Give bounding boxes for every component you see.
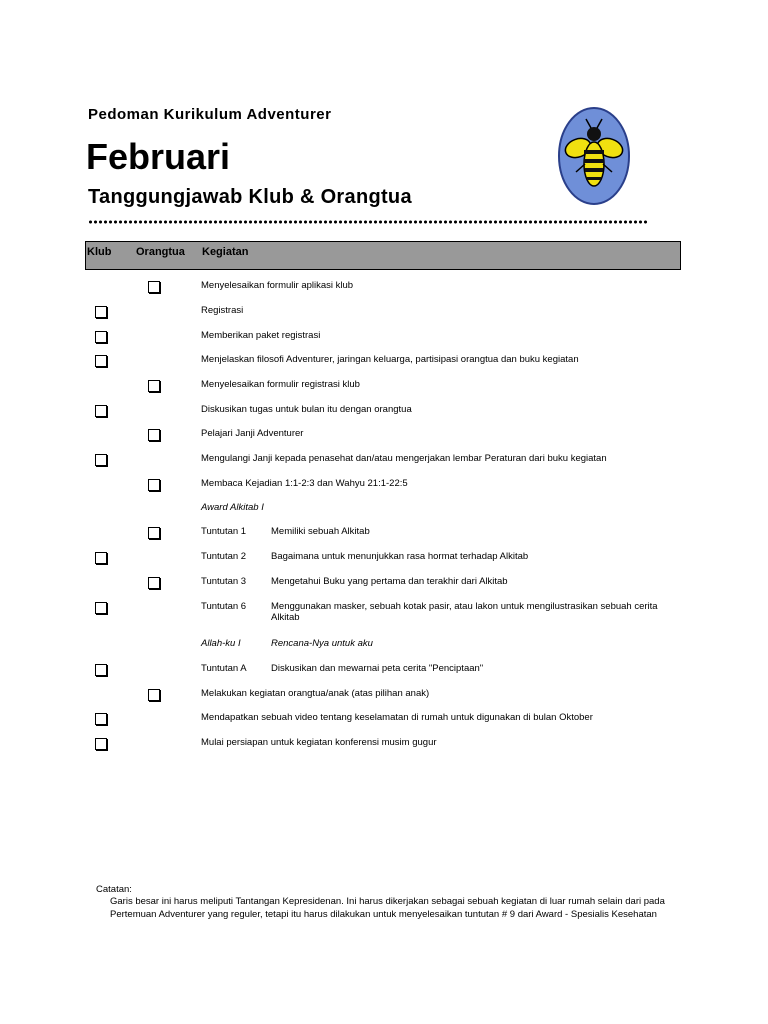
activity-code: Tuntutan 3 bbox=[201, 576, 247, 587]
klub-checkbox[interactable] bbox=[95, 664, 107, 676]
activity-text: Menggunakan masker, sebuah kotak pasir, atau lakon untuk mengilustrasikan sebuah cerita Alkitab bbox=[271, 601, 658, 623]
activity-text: Mulai persiapan untuk kegiatan konferensi musim gugur bbox=[201, 737, 437, 748]
klub-checkbox[interactable] bbox=[95, 355, 107, 367]
activity-code: Tuntutan 2 bbox=[201, 551, 247, 562]
activity-text: Memiliki sebuah Alkitab bbox=[271, 526, 370, 537]
orangtua-checkbox[interactable] bbox=[148, 281, 160, 293]
column-header-orangtua: Orangtua bbox=[136, 246, 185, 258]
month-title: Februari bbox=[86, 136, 231, 177]
activity-text: Melakukan kegiatan orangtua/anak (atas pilihan anak) bbox=[201, 688, 430, 699]
klub-checkbox[interactable] bbox=[95, 552, 107, 564]
column-header-klub: Klub bbox=[87, 246, 112, 258]
orangtua-checkbox[interactable] bbox=[148, 527, 160, 539]
bee-emblem-icon bbox=[556, 104, 632, 213]
document-subtitle: Pedoman Kurikulum Adventurer bbox=[88, 106, 332, 123]
activity-text: Memberikan paket registrasi bbox=[201, 330, 321, 341]
activity-text: Mengulangi Janji kepada penasehat dan/atau mengerjakan lembar Peraturan dari buku kegiatan bbox=[201, 453, 607, 464]
activity-text: Bagaimana untuk menunjukkan rasa hormat terhadap Alkitab bbox=[271, 551, 529, 562]
activity-text: Membaca Kejadian 1:1-2:3 dan Wahyu 21:1-22:5 bbox=[201, 478, 408, 489]
orangtua-checkbox[interactable] bbox=[148, 479, 160, 491]
activity-code: Allah-ku I bbox=[201, 638, 241, 649]
klub-checkbox[interactable] bbox=[95, 738, 107, 750]
notes-label: Catatan: bbox=[96, 884, 132, 895]
notes-line-2: Pertemuan Adventurer yang reguler, tetapi itu harus dilakukan untuk menyelesaikan tuntutan # 9 dari Award - Spesialis Kesehatan bbox=[110, 909, 657, 920]
activity-text: Diskusikan tugas untuk bulan itu dengan orangtua bbox=[201, 404, 412, 415]
activity-code: Tuntutan 1 bbox=[201, 526, 247, 537]
activity-code: Award Alkitab I bbox=[201, 502, 264, 513]
activity-code: Tuntutan 6 bbox=[201, 601, 247, 612]
orangtua-checkbox[interactable] bbox=[148, 689, 160, 701]
activity-text: Mendapatkan sebuah video tentang keselamatan di rumah untuk digunakan di bulan Oktober bbox=[201, 712, 593, 723]
orangtua-checkbox[interactable] bbox=[148, 380, 160, 392]
activity-text: Rencana-Nya untuk aku bbox=[271, 638, 373, 649]
klub-checkbox[interactable] bbox=[95, 405, 107, 417]
activity-text: Menyelesaikan formulir aplikasi klub bbox=[201, 280, 354, 291]
orangtua-checkbox[interactable] bbox=[148, 577, 160, 589]
activity-code: Tuntutan A bbox=[201, 663, 247, 674]
klub-checkbox[interactable] bbox=[95, 602, 107, 614]
activity-text: Menyelesaikan formulir registrasi klub bbox=[201, 379, 360, 390]
section-heading: Tanggungjawab Klub & Orangtua bbox=[88, 186, 412, 208]
dotted-divider bbox=[88, 219, 648, 225]
activity-text: Diskusikan dan mewarnai peta cerita "Penciptaan" bbox=[271, 663, 484, 674]
klub-checkbox[interactable] bbox=[95, 306, 107, 318]
activity-text: Registrasi bbox=[201, 305, 244, 316]
orangtua-checkbox[interactable] bbox=[148, 429, 160, 441]
klub-checkbox[interactable] bbox=[95, 713, 107, 725]
klub-checkbox[interactable] bbox=[95, 331, 107, 343]
activity-text: Pelajari Janji Adventurer bbox=[201, 428, 304, 439]
klub-checkbox[interactable] bbox=[95, 454, 107, 466]
column-header-kegiatan: Kegiatan bbox=[202, 246, 249, 258]
activity-text: Menjelaskan filosofi Adventurer, jaringan keluarga, partisipasi orangtua dan buku kegiatan bbox=[201, 354, 579, 365]
notes-line-1: Garis besar ini harus meliputi Tantangan Kepresidenan. Ini harus dikerjakan sebagai sebuah kegiatan di luar rumah selain dari pada bbox=[110, 896, 665, 907]
activity-text: Mengetahui Buku yang pertama dan terakhir dari Alkitab bbox=[271, 576, 508, 587]
